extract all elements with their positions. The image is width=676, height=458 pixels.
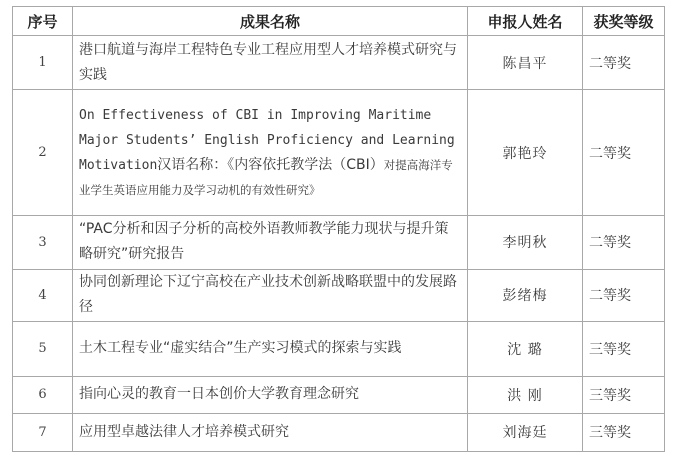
row-index: 7: [13, 413, 73, 451]
table-row: [13, 216, 665, 269]
row-level: 三等奖: [583, 376, 665, 413]
row-title: [73, 90, 468, 216]
row-title: 土木工程专业“虚实结合”生产实习模式的探索与实践: [73, 321, 468, 376]
row-applicant: 刘海廷: [468, 413, 583, 451]
row-level: 二等奖: [583, 90, 665, 216]
table-row: [13, 413, 665, 451]
header-row: [13, 7, 665, 36]
row-applicant: 沈 璐: [468, 321, 583, 376]
awards-table: [12, 6, 665, 452]
table-row: [13, 36, 665, 90]
header-title: 成果名称: [73, 7, 468, 36]
row-title: “PAC分析和因子分析的高校外语教师教学能力现状与提升策略研究”研究报告: [73, 216, 468, 269]
header-level: 获奖等级: [583, 7, 665, 36]
row-level: 三等奖: [583, 321, 665, 376]
table-row: [13, 376, 665, 413]
row-applicant: 彭绪梅: [468, 269, 583, 321]
row-title-chinese-prefix: 汉语名称：《内容依托教学法（CBI）: [157, 156, 384, 173]
row-level: 二等奖: [583, 36, 665, 90]
header-applicant: 申报人姓名: [468, 7, 583, 36]
table-row: [13, 90, 665, 216]
row-title: 协同创新理论下辽宁高校在产业技术创新战略联盟中的发展路径: [73, 269, 468, 321]
row-title-chinese-rest: 对提高海洋专业学生英语应用能力及学习动机的有效性研究》: [79, 157, 453, 197]
row-level: 三等奖: [583, 413, 665, 451]
row-level: 二等奖: [583, 216, 665, 269]
row-applicant: 陈昌平: [468, 36, 583, 90]
row-level: 二等奖: [583, 269, 665, 321]
row-title-english: On Effectiveness of CBI in Improving Maritime Major Students’ English Proficiency and Learning Motivation: [79, 107, 455, 173]
row-index: 4: [13, 269, 73, 321]
row-title: 应用型卓越法律人才培养模式研究: [73, 413, 468, 451]
row-title: 港口航道与海岸工程特色专业工程应用型人才培养模式研究与实践: [73, 36, 468, 90]
table-row: [13, 321, 665, 376]
row-index: 1: [13, 36, 73, 90]
row-index: 2: [13, 90, 73, 216]
row-index: 3: [13, 216, 73, 269]
row-index: 6: [13, 376, 73, 413]
table-row: [13, 269, 665, 321]
row-applicant: 李明秋: [468, 216, 583, 269]
row-applicant: 郭艳玲: [468, 90, 583, 216]
row-title: 指向心灵的教育一日本创价大学教育理念研究: [73, 376, 468, 413]
row-applicant: 洪 刚: [468, 376, 583, 413]
row-index: 5: [13, 321, 73, 376]
header-index: 序号: [13, 7, 73, 36]
